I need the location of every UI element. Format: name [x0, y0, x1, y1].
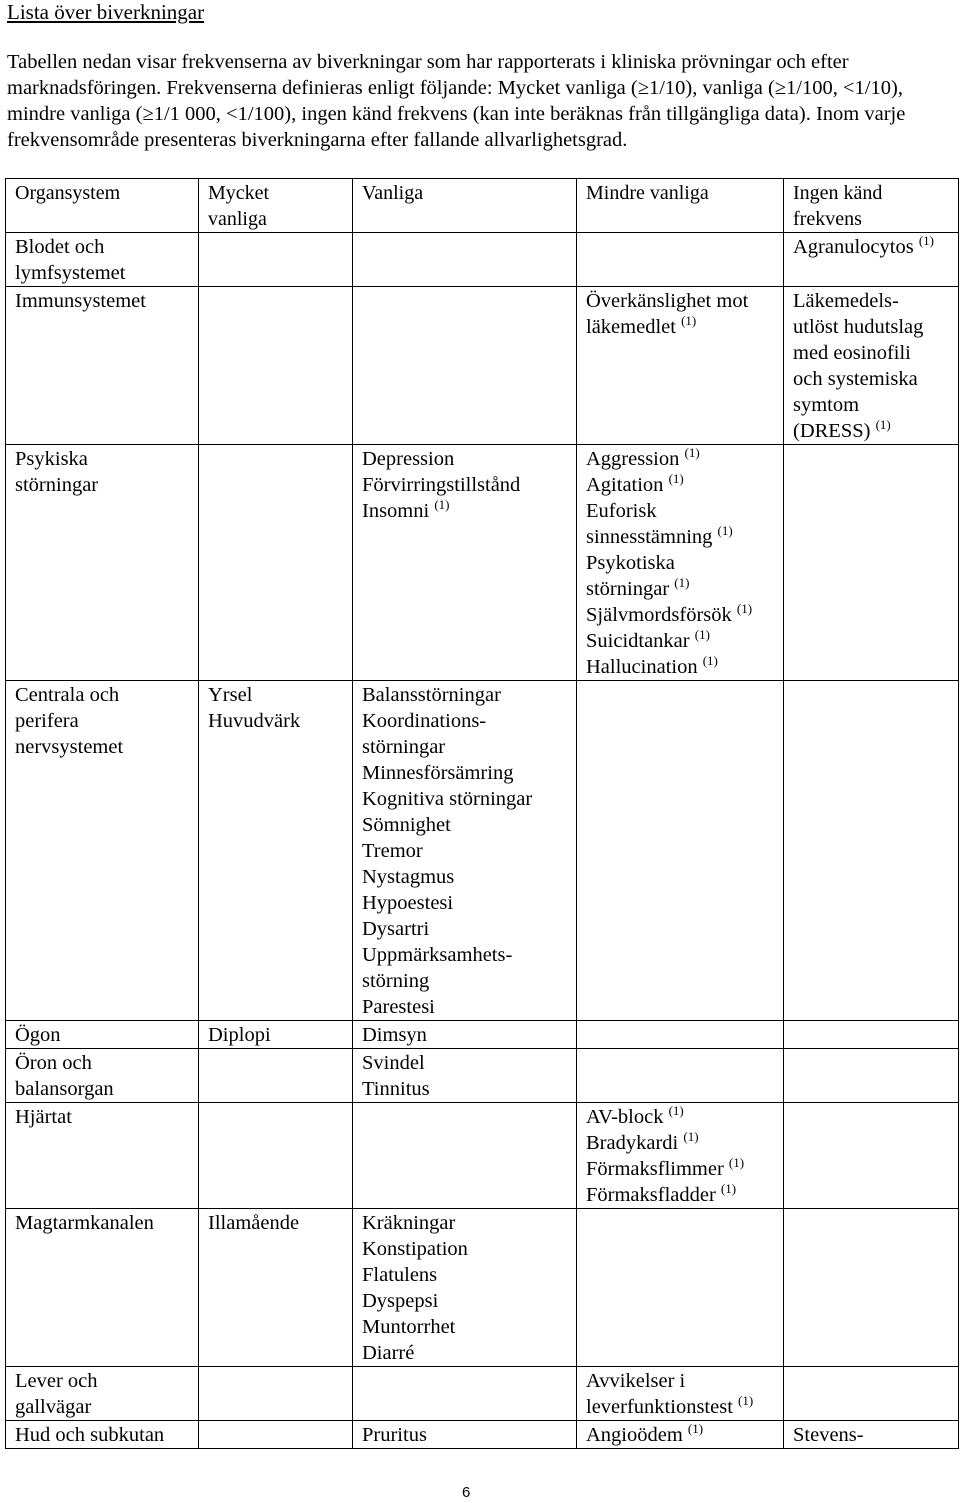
reaction-item	[586, 1130, 775, 1156]
reaction-term: Flatulens	[362, 1264, 438, 1286]
table-row	[6, 1103, 959, 1209]
table-header-row	[6, 179, 959, 233]
footnote-marker: (1)	[717, 523, 733, 538]
reaction-item	[362, 1340, 568, 1366]
reaction-item	[362, 446, 568, 472]
unknown-frequency-cell	[784, 1209, 959, 1367]
reaction-item	[793, 234, 950, 260]
organ-system-cell	[6, 1367, 199, 1421]
reaction-item	[793, 340, 950, 366]
reaction-item	[208, 1210, 344, 1236]
reaction-term: AV-block	[586, 1106, 664, 1128]
footnote-marker: (1)	[668, 471, 684, 486]
unknown-frequency-cell	[784, 1103, 959, 1209]
unknown-frequency-cell	[784, 445, 959, 681]
reaction-term: Balansstörningar	[362, 684, 501, 706]
common-cell	[353, 445, 577, 681]
reaction-item	[586, 314, 775, 340]
reaction-term: störningar	[362, 736, 446, 758]
reaction-item	[362, 942, 568, 968]
organ-system-cell	[6, 1049, 199, 1103]
table-row	[6, 681, 959, 1021]
cell-line: Magtarmkanalen	[15, 1212, 154, 1234]
reaction-item	[362, 994, 568, 1020]
footnote-marker: (1)	[918, 233, 934, 248]
cell-line: Lever och	[15, 1370, 98, 1392]
reaction-item	[362, 1210, 568, 1236]
reaction-term: störning	[362, 970, 430, 992]
uncommon-cell	[577, 1021, 784, 1049]
reaction-term: Svindel	[362, 1052, 425, 1074]
common-cell	[353, 1049, 577, 1103]
reaction-term: sinnesstämning	[586, 526, 713, 548]
reaction-term: Parestesi	[362, 996, 435, 1018]
cell-line: Ögon	[15, 1024, 61, 1046]
reaction-item	[586, 288, 775, 314]
footnote-marker: (1)	[738, 1393, 754, 1408]
reaction-item	[586, 576, 775, 602]
reaction-item	[362, 498, 568, 524]
very-common-cell	[199, 287, 353, 445]
reaction-item	[586, 654, 775, 680]
reaction-term: Huvudvärk	[208, 710, 301, 732]
reaction-item	[362, 1422, 568, 1448]
reaction-term: Bradykardi	[586, 1132, 679, 1154]
reaction-term: (DRESS)	[793, 420, 871, 442]
very-common-cell	[199, 445, 353, 681]
common-cell	[353, 1421, 577, 1449]
footnote-marker: (1)	[681, 313, 697, 328]
cell-line: lymfsystemet	[15, 262, 126, 284]
reaction-item	[586, 1156, 775, 1182]
footnote-marker: (1)	[687, 1421, 704, 1436]
intro-paragraph: Tabellen nedan visar frekvenserna av biverkningar som har rapporterats i kliniska prövningar och efter marknadsföringen. Frekvenserna definieras enligt följande: Mycket vanliga (≥1/10), vanliga (≥1/100, <1/10), mindre vanliga (≥1/1 000, <1/100), ingen känd frekvens (kan inte beräknas från tillgängliga data). Inom varje frekvensområde presenteras biverkningarna efter fallande allvarlighetsgrad.	[7, 51, 906, 151]
very-common-cell	[199, 1049, 353, 1103]
reaction-item	[362, 708, 568, 734]
footnote-marker: (1)	[684, 445, 700, 460]
reaction-item	[362, 734, 568, 760]
reaction-term: Förvirringstillstånd	[362, 474, 521, 496]
reaction-term: Pruritus	[362, 1424, 427, 1446]
reaction-term: Koordinations-	[362, 710, 487, 732]
table-row	[6, 1209, 959, 1367]
unknown-frequency-cell	[784, 233, 959, 287]
organ-system-cell	[6, 445, 199, 681]
reaction-term: Uppmärksamhets-	[362, 944, 513, 966]
reaction-item	[208, 682, 344, 708]
reaction-term: Kognitiva störningar	[362, 788, 533, 810]
reaction-item	[586, 602, 775, 628]
organ-system-cell	[6, 1421, 199, 1449]
reaction-term: symtom	[793, 394, 860, 416]
reaction-item	[793, 418, 950, 444]
reaction-term: Konstipation	[362, 1238, 468, 1260]
cell-line: Hud och subkutan	[15, 1424, 165, 1446]
reaction-term: Euforisk	[586, 500, 657, 522]
reaction-term: Agranulocytos	[793, 236, 914, 258]
reaction-term: Förmaksfladder	[586, 1184, 716, 1206]
common-cell	[353, 1103, 577, 1209]
reaction-item	[208, 1022, 344, 1048]
reaction-term: Hallucination	[586, 656, 698, 678]
reaction-item	[793, 366, 950, 392]
reaction-term: Hypoestesi	[362, 892, 454, 914]
reaction-term: leverfunktionstest	[586, 1396, 733, 1418]
reaction-term: Depression	[362, 448, 455, 470]
reaction-item	[362, 682, 568, 708]
reaction-term: Angioödem	[586, 1424, 683, 1446]
very-common-cell	[199, 1421, 353, 1449]
reaction-item	[362, 760, 568, 786]
section-heading: Lista över biverkningar	[7, 0, 205, 24]
reaction-term: Minnesförsämring	[362, 762, 514, 784]
organ-system-cell	[6, 1103, 199, 1209]
reaction-term: Psykotiska	[586, 552, 675, 574]
reaction-item	[586, 472, 775, 498]
cell-line: Psykiska	[15, 448, 88, 470]
reaction-term: Stevens-	[793, 1424, 864, 1446]
reaction-term: Dimsyn	[362, 1024, 427, 1046]
reaction-item	[586, 498, 775, 524]
reaction-item	[793, 288, 950, 314]
uncommon-cell	[577, 445, 784, 681]
reaction-item	[362, 968, 568, 994]
uncommon-cell	[577, 681, 784, 1021]
reaction-term: Tinnitus	[362, 1078, 430, 1100]
very-common-cell	[199, 1103, 353, 1209]
reaction-item	[362, 1288, 568, 1314]
common-cell	[353, 287, 577, 445]
reaction-term: Sömnighet	[362, 814, 451, 836]
unknown-frequency-cell	[784, 1021, 959, 1049]
footnote-marker: (1)	[683, 1129, 699, 1144]
common-cell	[353, 681, 577, 1021]
reaction-term: Diarré	[362, 1342, 415, 1364]
reaction-item	[793, 1422, 950, 1448]
footnote-marker: (1)	[736, 601, 753, 616]
reaction-term: Självmordsförsök	[586, 604, 732, 626]
reaction-item	[586, 524, 775, 550]
reaction-term: Avvikelser i	[586, 1370, 686, 1392]
reaction-item	[362, 1236, 568, 1262]
reaction-term: Illamående	[208, 1212, 300, 1234]
unknown-frequency-cell	[784, 1367, 959, 1421]
reaction-item	[586, 628, 775, 654]
table-row	[6, 233, 959, 287]
reaction-item	[586, 446, 775, 472]
unknown-frequency-cell	[784, 1421, 959, 1449]
table-row	[6, 287, 959, 445]
footnote-marker: (1)	[434, 497, 450, 512]
reaction-item	[362, 1076, 568, 1102]
header-organ-system: Organsystem	[6, 179, 199, 233]
reaction-item	[362, 1262, 568, 1288]
uncommon-cell	[577, 233, 784, 287]
reaction-item	[793, 392, 950, 418]
unknown-frequency-cell	[784, 681, 959, 1021]
header-very-common: Mycket vanliga	[199, 179, 353, 233]
reaction-term: Yrsel	[208, 684, 253, 706]
cell-line: gallvägar	[15, 1396, 92, 1418]
header-common: Vanliga	[353, 179, 577, 233]
reaction-item	[362, 472, 568, 498]
cell-line: Blodet och	[15, 236, 105, 258]
reaction-term: och systemiska	[793, 368, 918, 390]
footnote-marker: (1)	[702, 653, 718, 668]
reaction-term: Agitation	[586, 474, 664, 496]
footnote-marker: (1)	[728, 1155, 745, 1170]
reaction-term: läkemedlet	[586, 316, 676, 338]
footnote-marker: (1)	[875, 417, 891, 432]
table-row	[6, 1367, 959, 1421]
footnote-marker: (1)	[668, 1103, 684, 1118]
reaction-term: Dysartri	[362, 918, 430, 940]
cell-line: Öron och	[15, 1052, 92, 1074]
reaction-term: utlöst hudutslag	[793, 316, 924, 338]
reaction-term: Förmaksflimmer	[586, 1158, 724, 1180]
reaction-term: Dyspepsi	[362, 1290, 439, 1312]
cell-line: Centrala och	[15, 684, 120, 706]
adverse-reactions-table	[5, 178, 959, 1449]
organ-system-cell	[6, 1209, 199, 1367]
very-common-cell	[199, 1367, 353, 1421]
footnote-marker: (1)	[720, 1181, 737, 1196]
header-uncommon: Mindre vanliga	[577, 179, 784, 233]
reaction-term: Aggression	[586, 448, 680, 470]
unknown-frequency-cell	[784, 1049, 959, 1103]
reaction-item	[586, 1182, 775, 1208]
reaction-item	[793, 314, 950, 340]
common-cell	[353, 1367, 577, 1421]
reaction-term: Insomni	[362, 500, 430, 522]
cell-line: balansorgan	[15, 1078, 114, 1100]
organ-system-cell	[6, 1021, 199, 1049]
reaction-item	[362, 838, 568, 864]
reaction-item	[586, 1104, 775, 1130]
header-unknown-frequency: Ingen känd frekvens	[784, 179, 959, 233]
table-row	[6, 1421, 959, 1449]
table-row	[6, 445, 959, 681]
reaction-term: med eosinofili	[793, 342, 911, 364]
common-cell	[353, 233, 577, 287]
reaction-term: Diplopi	[208, 1024, 271, 1046]
uncommon-cell	[577, 1209, 784, 1367]
reaction-item	[362, 864, 568, 890]
reaction-item	[362, 1022, 568, 1048]
unknown-frequency-cell	[784, 287, 959, 445]
reaction-term: Tremor	[362, 840, 423, 862]
reaction-item	[362, 1314, 568, 1340]
reaction-term: Överkänslighet mot	[586, 290, 749, 312]
table-row	[6, 1021, 959, 1049]
reaction-item	[362, 1050, 568, 1076]
cell-line: perifera	[15, 710, 79, 732]
uncommon-cell	[577, 287, 784, 445]
reaction-term: Suicidtankar	[586, 630, 690, 652]
reaction-item	[362, 812, 568, 838]
very-common-cell	[199, 681, 353, 1021]
footnote-marker: (1)	[694, 627, 710, 642]
reaction-term: störningar	[586, 578, 670, 600]
table-row	[6, 1049, 959, 1103]
reaction-item	[362, 890, 568, 916]
uncommon-cell	[577, 1421, 784, 1449]
organ-system-cell	[6, 681, 199, 1021]
common-cell	[353, 1209, 577, 1367]
organ-system-cell	[6, 287, 199, 445]
cell-line: nervsystemet	[15, 736, 124, 758]
uncommon-cell	[577, 1367, 784, 1421]
reaction-item	[586, 1368, 775, 1394]
reaction-item	[586, 1394, 775, 1420]
page-number: 6	[462, 1484, 471, 1501]
very-common-cell	[199, 233, 353, 287]
reaction-item	[586, 1422, 775, 1448]
cell-line: störningar	[15, 474, 99, 496]
reaction-item	[586, 550, 775, 576]
uncommon-cell	[577, 1103, 784, 1209]
reaction-term: Muntorrhet	[362, 1316, 456, 1338]
uncommon-cell	[577, 1049, 784, 1103]
organ-system-cell	[6, 233, 199, 287]
footnote-marker: (1)	[674, 575, 690, 590]
cell-line: Hjärtat	[15, 1106, 72, 1128]
reaction-item	[362, 786, 568, 812]
common-cell	[353, 1021, 577, 1049]
reaction-item	[362, 916, 568, 942]
reaction-item	[208, 708, 344, 734]
very-common-cell	[199, 1021, 353, 1049]
reaction-term: Nystagmus	[362, 866, 455, 888]
reaction-term: Läkemedels-	[793, 290, 899, 312]
very-common-cell	[199, 1209, 353, 1367]
cell-line: Immunsystemet	[15, 290, 146, 312]
reaction-term: Kräkningar	[362, 1212, 456, 1234]
